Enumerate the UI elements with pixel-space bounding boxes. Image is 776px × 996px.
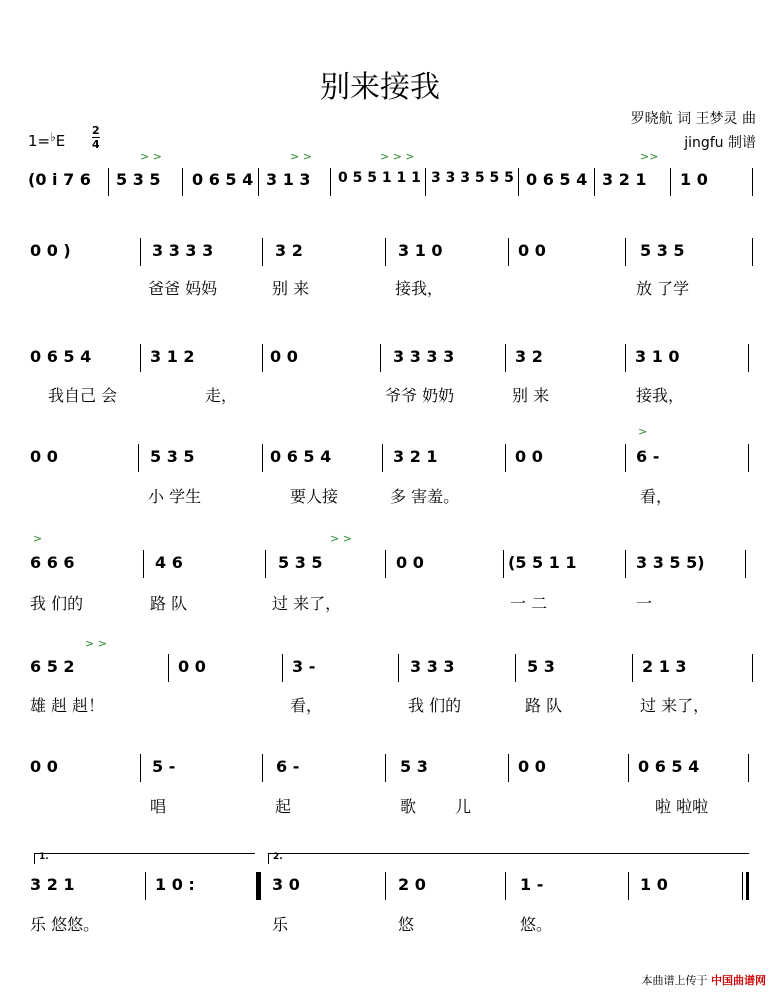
measure: 3 1 0 <box>398 241 443 260</box>
measure: 1 0 : <box>155 875 195 894</box>
measure: 0 0 <box>518 241 546 260</box>
arranger-credit: jingfu 制谱 <box>684 135 756 151</box>
measure: 3 2 <box>275 241 303 260</box>
measure: 0 0 <box>518 757 546 776</box>
lyric: 乐 <box>272 915 289 934</box>
measure: 3 2 1 <box>30 875 75 894</box>
page-title: 别来接我 <box>320 70 440 105</box>
lyric: 过 来了， <box>272 594 342 613</box>
lyric: 悠。 <box>520 915 553 934</box>
lyric: 过 来了， <box>640 696 710 715</box>
measure: 0 6 5 4 <box>192 170 254 189</box>
measure: 0 6 5 4 <box>638 757 700 776</box>
lyric: 乐 悠悠。 <box>30 915 100 934</box>
measure: 0 5 5 1 1 1 <box>338 170 421 186</box>
measure: 0 0 <box>30 757 58 776</box>
measure: 6 - <box>276 757 300 776</box>
measure: 2 1 3 <box>642 657 687 676</box>
measure: 3 1 0 <box>635 347 680 366</box>
measure: 5 3 <box>400 757 428 776</box>
lyric: 我 们的 <box>408 696 462 715</box>
measure: 1 0 <box>680 170 708 189</box>
accent-marks: > <box>638 425 648 438</box>
measure: 0 0 <box>396 553 424 572</box>
measure: 5 - <box>152 757 176 776</box>
measure: 5 3 5 <box>278 553 323 572</box>
measure: 3 3 3 3 <box>152 241 214 260</box>
measure: 0 0 ) <box>30 241 71 260</box>
measure: 3 2 <box>515 347 543 366</box>
measure: 3 3 5 5) <box>636 553 705 572</box>
lyric: 走， <box>205 386 238 405</box>
lyric: 看， <box>290 696 323 715</box>
measure: 0 0 <box>515 447 543 466</box>
lyric: 起 <box>275 797 292 816</box>
lyric: 接我， <box>636 386 685 405</box>
key-signature: 1=♭E <box>28 130 66 150</box>
measure: 0 6 5 4 <box>30 347 92 366</box>
measure: 0 0 <box>178 657 206 676</box>
lyric: 爸爸 妈妈 <box>148 279 218 298</box>
measure: 0 0 <box>270 347 298 366</box>
measure: 3 3 3 3 <box>393 347 455 366</box>
measure: 6 - <box>636 447 660 466</box>
measure: (5 5 1 1 <box>508 553 577 572</box>
lyric: 一 二 <box>510 594 548 613</box>
accent-marks: > > <box>290 150 312 163</box>
lyric: 我 们的 <box>30 594 84 613</box>
measure: 1 0 <box>640 875 668 894</box>
lyric: 一 <box>636 594 653 613</box>
accent-marks: >> <box>640 150 659 163</box>
lyric: 悠 <box>398 915 415 934</box>
lyric: 雄 赳 赳！ <box>30 696 105 715</box>
accent-marks: > > <box>85 637 107 650</box>
time-signature: 2 4 <box>92 124 100 151</box>
measure: 3 3 3 5 5 5 <box>431 170 514 186</box>
measure: 3 0 <box>272 875 300 894</box>
measure: 6 6 6 <box>30 553 75 572</box>
accent-marks: > <box>33 532 43 545</box>
lyric: 儿 <box>455 797 472 816</box>
measure: 3 - <box>292 657 316 676</box>
measure: (0 i 7 6 <box>28 170 91 189</box>
lyric: 歌 <box>400 797 417 816</box>
first-ending-bracket: 1. <box>34 853 255 864</box>
lyric: 别 来 <box>272 279 310 298</box>
measure: 5 3 5 <box>150 447 195 466</box>
measure: 5 3 <box>527 657 555 676</box>
measure: 3 1 2 <box>150 347 195 366</box>
accent-marks: > > > <box>380 150 415 163</box>
measure: 0 6 5 4 <box>526 170 588 189</box>
lyric: 放 了学 <box>636 279 690 298</box>
measure: 3 2 1 <box>602 170 647 189</box>
lyric: 看， <box>640 487 673 506</box>
measure: 6 5 2 <box>30 657 75 676</box>
lyric: 多 害羞。 <box>390 487 460 506</box>
measure: 3 2 1 <box>393 447 438 466</box>
lyric: 我自己 会 <box>48 386 118 405</box>
lyric: 接我， <box>395 279 444 298</box>
lyric: 啦 啦啦 <box>655 797 709 816</box>
measure: 0 0 <box>30 447 58 466</box>
composer-credit: 罗晓航 词 王梦灵 曲 <box>630 111 756 127</box>
lyric: 爷爷 奶奶 <box>385 386 455 405</box>
footer-watermark: 本曲谱上传于 中国曲谱网 <box>641 974 766 987</box>
measure: 3 1 3 <box>266 170 311 189</box>
accent-marks: > > <box>330 532 352 545</box>
measure: 2 0 <box>398 875 426 894</box>
measure: 3 3 3 <box>410 657 455 676</box>
lyric: 别 来 <box>512 386 550 405</box>
measure: 0 6 5 4 <box>270 447 332 466</box>
lyric: 路 队 <box>150 594 188 613</box>
lyric: 小 学生 <box>148 487 202 506</box>
lyric: 路 队 <box>525 696 563 715</box>
measure: 5 3 5 <box>640 241 685 260</box>
second-ending-bracket: 2. <box>268 853 749 864</box>
lyric: 唱 <box>150 797 167 816</box>
measure: 5 3 5 <box>116 170 161 189</box>
measure: 1 - <box>520 875 544 894</box>
lyric: 要人接 <box>290 487 339 506</box>
accent-marks: > > <box>140 150 162 163</box>
measure: 4 6 <box>155 553 183 572</box>
